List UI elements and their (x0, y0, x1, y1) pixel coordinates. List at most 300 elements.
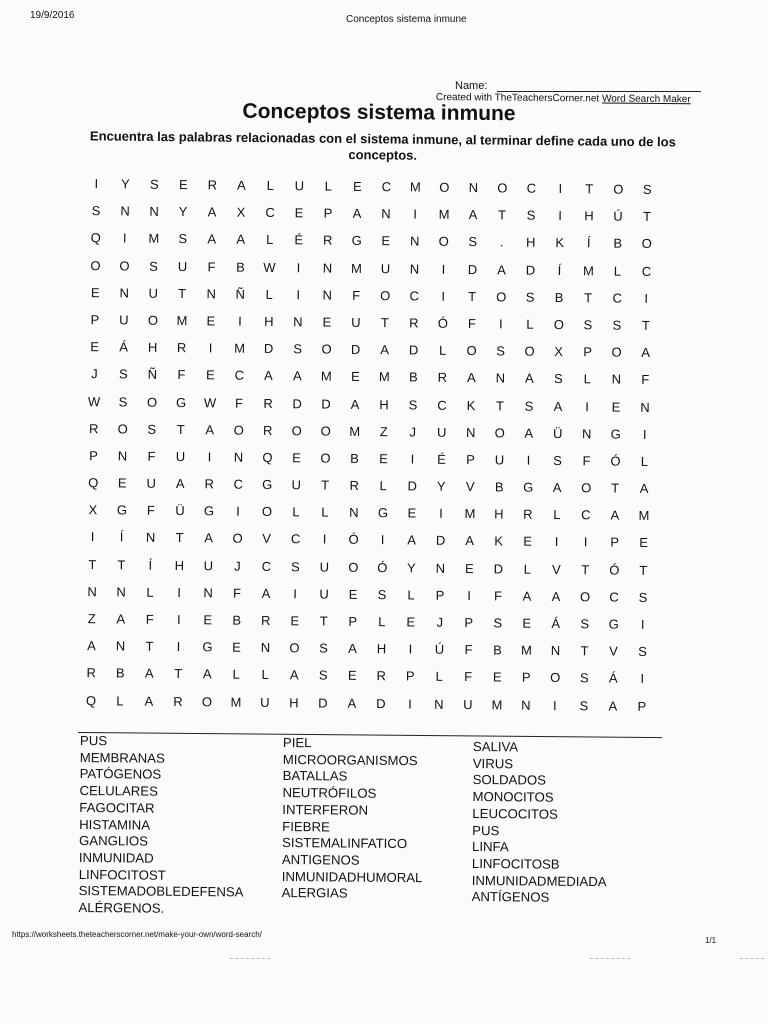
grid-letter: R (523, 506, 533, 522)
grid-letter: Y (178, 204, 188, 220)
grid-letter: O (320, 450, 331, 466)
grid-letter: U (177, 258, 188, 274)
grid-letter: M (378, 369, 390, 385)
grid-letter: A (465, 533, 475, 549)
grid-letter: L (435, 669, 443, 685)
grid-letter: A (205, 421, 215, 438)
grid-letter: L (261, 667, 269, 683)
grid-letter: L (378, 614, 386, 630)
grid-letter: O (320, 423, 331, 439)
word-list-item: CELULARES (79, 783, 158, 799)
grid-letter: N (468, 180, 479, 196)
print-date: 19/9/2016 (30, 10, 75, 21)
grid-letter: L (266, 177, 275, 194)
grid-letter: I (553, 697, 557, 713)
grid-letter: F (582, 453, 591, 469)
word-list-item: ANTIGENOS (281, 851, 360, 868)
grid-letter: D (493, 560, 504, 577)
grid-letter: N (521, 697, 531, 713)
grid-letter: E (178, 177, 188, 193)
grid-letter: N (349, 505, 359, 521)
created-with-text: Created with TheTeachersCorner.net (435, 92, 600, 105)
grid-letter: U (146, 475, 156, 491)
grid-letter: Í (586, 235, 591, 251)
name-label: Name: (455, 80, 488, 92)
grid-letter: I (296, 287, 301, 303)
grid-letter: A (468, 207, 478, 223)
grid-letter: C (581, 507, 591, 523)
grid-letter: Q (88, 475, 99, 491)
grid-letter: K (494, 533, 504, 549)
grid-letter: S (580, 616, 590, 632)
grid-letter: H (289, 694, 299, 710)
grid-letter: F (147, 448, 156, 464)
grid-letter: Q (90, 230, 101, 246)
grid-letter: Ó (437, 315, 449, 331)
grid-letter: L (324, 178, 333, 194)
grid-letter: I (644, 290, 649, 306)
word-list-item: ALERGIAS (281, 885, 348, 901)
grid-letter: T (580, 643, 589, 659)
grid-letter: N (119, 285, 129, 301)
grid-letter: Z (87, 611, 96, 627)
grid-letter: S (525, 289, 535, 305)
grid-letter: L (266, 232, 274, 248)
grid-letter: S (579, 697, 589, 713)
grid-letter: F (207, 258, 216, 274)
grid-letter: I (558, 208, 562, 224)
grid-letter: E (522, 615, 532, 631)
grid-letter: R (261, 612, 271, 628)
grid-letter: N (145, 530, 156, 546)
grid-letter: Ó (377, 559, 388, 575)
grid-letter: R (409, 315, 419, 331)
grid-letter: I (208, 340, 213, 356)
grid-letter: C (265, 205, 275, 221)
grid-letter: B (613, 235, 623, 252)
word-list-item: SISTEMADOBLEDEFENSA (78, 883, 244, 900)
grid-letter: N (149, 203, 159, 219)
grid-letter: N (465, 424, 476, 440)
word-list-item: INTERFERON (282, 801, 369, 818)
word-list-item: PUS (472, 822, 500, 838)
grid-letter: L (146, 584, 154, 600)
word-list-item: MEMBRANAS (79, 749, 165, 766)
grid-letter: F (464, 642, 473, 658)
grid-letter: O (233, 422, 244, 438)
grid-letter: T (497, 207, 507, 223)
grid-letter: I (583, 534, 588, 550)
grid-letter: W (263, 259, 276, 275)
grid-letter: N (581, 425, 592, 442)
word-list-item: BATALLAS (282, 768, 348, 784)
grid-letter: O (579, 589, 591, 605)
grid-letter: L (613, 263, 622, 279)
word-search-grid (76, 170, 662, 720)
grid-letter: E (232, 639, 241, 655)
grid-letter: R (89, 420, 99, 436)
grid-letter: H (525, 235, 536, 251)
grid-letter: Ñ (235, 286, 245, 302)
grid-letter: U (291, 477, 301, 493)
grid-letter: T (174, 666, 183, 682)
grid-letter: U (175, 448, 186, 464)
grid-letter: M (438, 206, 450, 223)
grid-letter: O (550, 670, 561, 686)
grid-letter: S (524, 398, 534, 414)
grid-letter: I (408, 696, 412, 712)
grid-letter: G (175, 394, 187, 410)
grid-letter: F (146, 502, 155, 519)
grid-letter: J (91, 366, 98, 382)
grid-letter: S (149, 176, 159, 192)
grid-letter: P (464, 615, 474, 631)
grid-letter: I (642, 426, 647, 442)
grid-letter: N (435, 560, 446, 576)
grid-letter: A (524, 425, 534, 441)
grid-letter: L (438, 342, 447, 358)
grid-letter: H (376, 641, 387, 657)
grid-letter: S (638, 589, 648, 605)
grid-letter: A (292, 368, 302, 384)
grid-letter: G (203, 503, 215, 519)
grid-letter: U (351, 314, 361, 330)
grid-letter: E (381, 233, 391, 249)
grid-letter: N (87, 583, 97, 599)
grid-letter: B (115, 665, 125, 681)
grid-letter: I (558, 180, 563, 197)
grid-letter: C (233, 476, 243, 492)
grid-letter: Ü (552, 425, 563, 441)
grid-letter: T (584, 290, 593, 306)
grid-letter: U (119, 312, 129, 328)
grid-letter: A (144, 693, 154, 709)
grid-letter: G (608, 616, 619, 632)
grid-letter: H (584, 208, 594, 224)
grid-letter: T (321, 477, 330, 493)
grid-letter: S (583, 317, 593, 333)
grid-letter: T (585, 181, 594, 197)
grid-letter: Ú (434, 641, 445, 658)
grid-letter: U (380, 260, 391, 276)
grid-letter: I (122, 230, 127, 246)
grid-letter: J (234, 558, 241, 574)
grid-letter: B (408, 369, 418, 385)
word-list-item: LINFOCITOST (78, 866, 166, 883)
grid-letter: N (120, 203, 130, 219)
grid-letter: E (203, 612, 213, 628)
grid-letter: O (466, 343, 477, 359)
grid-letter: I (238, 313, 242, 329)
worksheet-instructions: Encuentra las palabras relacionadas con el sistema inmune, al terminar define cada uno de los conceptos. (89, 128, 676, 163)
grid-letter: E (90, 339, 100, 355)
grid-letter: D (376, 695, 386, 711)
grid-letter: G (523, 479, 534, 495)
grid-letter: J (409, 424, 417, 440)
grid-letter: P (405, 668, 415, 684)
grid-letter: E (406, 614, 416, 630)
grid-letter: P (521, 670, 531, 686)
grid-letter: W (87, 393, 101, 409)
grid-letter: S (91, 203, 101, 219)
grid-letter: O (261, 504, 273, 520)
grid-letter: E (90, 284, 100, 300)
grid-letter: O (524, 343, 535, 359)
grid-letter: P (583, 344, 593, 360)
grid-letter: G (351, 233, 362, 249)
grid-letter: A (144, 666, 154, 682)
grid-letter: V (262, 531, 272, 547)
grid-letter: F (235, 395, 244, 411)
grid-letter: E (290, 613, 300, 629)
grid-letter: S (553, 371, 563, 387)
grid-letter: Ú (613, 208, 623, 224)
grid-letter: Á (119, 339, 129, 355)
grid-letter: Í (148, 557, 153, 573)
grid-letter: P (610, 534, 620, 551)
grid-letter: O (90, 257, 101, 273)
grid-letter: O (232, 531, 243, 547)
grid-letter: L (116, 692, 124, 709)
grid-letter: N (495, 370, 506, 386)
grid-letter: U (148, 285, 158, 301)
grid-letter: H (264, 313, 274, 329)
grid-letter: E (206, 313, 216, 329)
grid-letter: U (319, 586, 329, 602)
grid-letter: A (87, 638, 96, 654)
grid-letter: A (261, 585, 271, 601)
grid-letter: F (177, 367, 186, 383)
grid-letter: C (261, 558, 272, 574)
grid-letter: F (145, 611, 154, 627)
grid-letter: S (319, 640, 328, 656)
grid-letter: L (526, 316, 534, 332)
grid-letter: L (292, 504, 300, 520)
grid-letter: Y (406, 560, 416, 576)
grid-letter: D (318, 695, 328, 711)
word-list-column-1 (78, 733, 244, 918)
grid-letter: F (467, 315, 476, 332)
grid-letter: O (641, 236, 652, 252)
grid-letter: E (205, 367, 215, 383)
word-list-item: SALIVA (472, 739, 519, 755)
grid-letter: A (289, 667, 299, 683)
grid-letter: R (207, 177, 218, 193)
grid-letter: O (613, 181, 624, 197)
grid-letter: N (550, 643, 561, 659)
grid-letter: A (639, 480, 649, 497)
grid-letter: N (116, 584, 126, 600)
grid-letter: Í (557, 262, 562, 278)
grid-letter: A (207, 231, 217, 247)
grid-letter: X (236, 204, 246, 220)
grid-letter: Y (120, 176, 130, 192)
grid-letter: S (638, 644, 647, 660)
grid-letter: M (638, 508, 650, 524)
grid-letter: P (348, 613, 358, 629)
grid-letter: H (494, 506, 504, 522)
grid-letter: C (641, 263, 652, 279)
word-list-item: MICROORGANISMOS (282, 751, 418, 768)
page-number: 1/1 (705, 936, 717, 945)
grid-letter: G (262, 476, 273, 493)
grid-letter: A (497, 261, 506, 278)
grid-letter: I (467, 587, 471, 603)
grid-letter: C (290, 531, 301, 547)
grid-letter: C (609, 589, 619, 605)
grid-letter: A (202, 666, 212, 682)
grid-letter: Q (85, 692, 97, 708)
grid-letter: Á (608, 670, 618, 687)
grid-letter: S (496, 343, 506, 359)
grid-letter: R (173, 693, 183, 709)
grid-letter: I (177, 584, 181, 600)
grid-letter: I (408, 641, 413, 657)
grid-letter: I (380, 532, 385, 548)
grid-letter: A (347, 695, 357, 711)
footer-url: https://worksheets.theteacherscorner.net/make-your-own/word-search/ (12, 930, 262, 939)
grid-letter: U (294, 178, 305, 194)
grid-letter: L (553, 507, 561, 523)
grid-letter: S (318, 667, 328, 683)
grid-letter: T (641, 317, 650, 333)
grid-letter: T (117, 557, 126, 573)
grid-letter: T (468, 288, 477, 304)
grid-letter: T (176, 421, 185, 437)
grid-letter: W (203, 394, 217, 410)
grid-letter: R (322, 232, 333, 249)
grid-letter: A (380, 342, 390, 358)
grid-letter: O (581, 480, 592, 496)
grid-letter: S (553, 452, 562, 468)
grid-letter: S (118, 393, 128, 409)
grid-letter: T (319, 613, 328, 629)
word-search-maker-link[interactable]: Word Search Maker (601, 93, 691, 106)
grid-letter: P (90, 312, 100, 328)
grid-letter: A (352, 206, 362, 222)
word-list-item: NEUTRÓFILOS (282, 785, 377, 801)
grid-letter: L (321, 504, 329, 520)
grid-letter: N (640, 399, 650, 415)
grid-letter: I (526, 452, 531, 468)
grid-letter: E (523, 534, 533, 550)
grid-letter: Ü (175, 503, 185, 519)
grid-letter: U (203, 557, 214, 574)
grid-letter: X (554, 344, 564, 360)
grid-letter: Ñ (147, 367, 158, 383)
grid-letter: K (466, 397, 476, 413)
grid-letter: Ó (610, 453, 621, 469)
grid-letter: R (263, 422, 273, 438)
grid-letter: S (612, 317, 622, 333)
grid-letter: D (525, 262, 536, 278)
grid-letter: A (204, 530, 214, 546)
grid-letter: É (294, 232, 304, 248)
grid-letter: L (640, 453, 649, 469)
grid-letter: R (86, 665, 96, 681)
grid-letter: S (526, 207, 536, 223)
grid-letter: I (236, 503, 240, 519)
word-list-item: GANGLIOS (78, 833, 149, 849)
grid-letter: C (526, 180, 537, 196)
word-list-item: ALÉRGENOS. (78, 900, 165, 916)
grid-letter: F (464, 669, 473, 685)
grid-letter: N (381, 206, 391, 222)
grid-letter: O (496, 289, 507, 305)
grid-letter: P (637, 698, 647, 714)
grid-letter: F (641, 372, 650, 388)
grid-letter: N (611, 371, 622, 387)
grid-letter: E (294, 205, 304, 221)
grid-letter: E (292, 450, 301, 466)
grid-letter: S (468, 234, 478, 250)
grid-letter: T (380, 315, 389, 331)
word-list-item: PATÓGENOS (79, 766, 162, 783)
word-list-item: HISTAMINA (79, 816, 151, 833)
grid-letter: M (464, 506, 476, 522)
grid-letter: Á (551, 615, 561, 632)
grid-letter: M (520, 642, 532, 658)
grid-letter: E (350, 369, 360, 385)
grid-letter: O (201, 693, 213, 709)
grid-letter: E (639, 535, 649, 551)
grid-letter: A (116, 611, 126, 627)
grid-letter: N (203, 585, 213, 601)
grid-letter: A (263, 368, 273, 384)
grid-letter: I (441, 261, 446, 277)
grid-letter: B (232, 612, 242, 628)
grid-letter: A (466, 370, 476, 386)
grid-letter: A (522, 588, 532, 604)
grid-letter: V (551, 561, 561, 577)
grid-letter: I (410, 451, 415, 467)
grid-letter: K (555, 235, 565, 251)
grid-letter: O (348, 559, 359, 575)
grid-letter: M (349, 423, 361, 439)
word-list-item: FAGOCITAR (79, 799, 155, 816)
grid-letter: A (407, 532, 417, 548)
grid-letter: I (439, 506, 443, 522)
word-list-item: LINFOCITOSB (471, 855, 560, 872)
grid-letter: I (640, 616, 645, 632)
grid-letter: T (145, 638, 154, 654)
grid-letter: A (641, 344, 651, 361)
grid-letter: M (148, 231, 160, 247)
grid-letter: Í (119, 529, 124, 545)
grid-letter: E (322, 314, 332, 330)
grid-letter: L (523, 561, 532, 577)
grid-letter: I (322, 531, 327, 548)
word-list-item: ANTÍGENOS (471, 889, 550, 905)
grid-letter: S (493, 615, 503, 631)
grid-letter: U (463, 696, 473, 712)
grid-letter: E (407, 505, 417, 521)
grid-letter: O (119, 257, 130, 274)
grid-letter: A (524, 370, 534, 387)
grid-letter: I (90, 529, 95, 545)
grid-letter: C (381, 179, 392, 195)
grid-letter: R (376, 668, 386, 684)
word-list-item: PUS (79, 733, 108, 749)
grid-letter: N (233, 449, 244, 465)
grid-letter: A (236, 231, 246, 248)
grid-letter: A (552, 480, 562, 496)
grid-letter: G (116, 502, 128, 518)
grid-letter: D (467, 261, 478, 277)
grid-letter: L (232, 666, 240, 683)
grid-letter: M (234, 340, 246, 356)
grid-letter: N (260, 640, 271, 656)
